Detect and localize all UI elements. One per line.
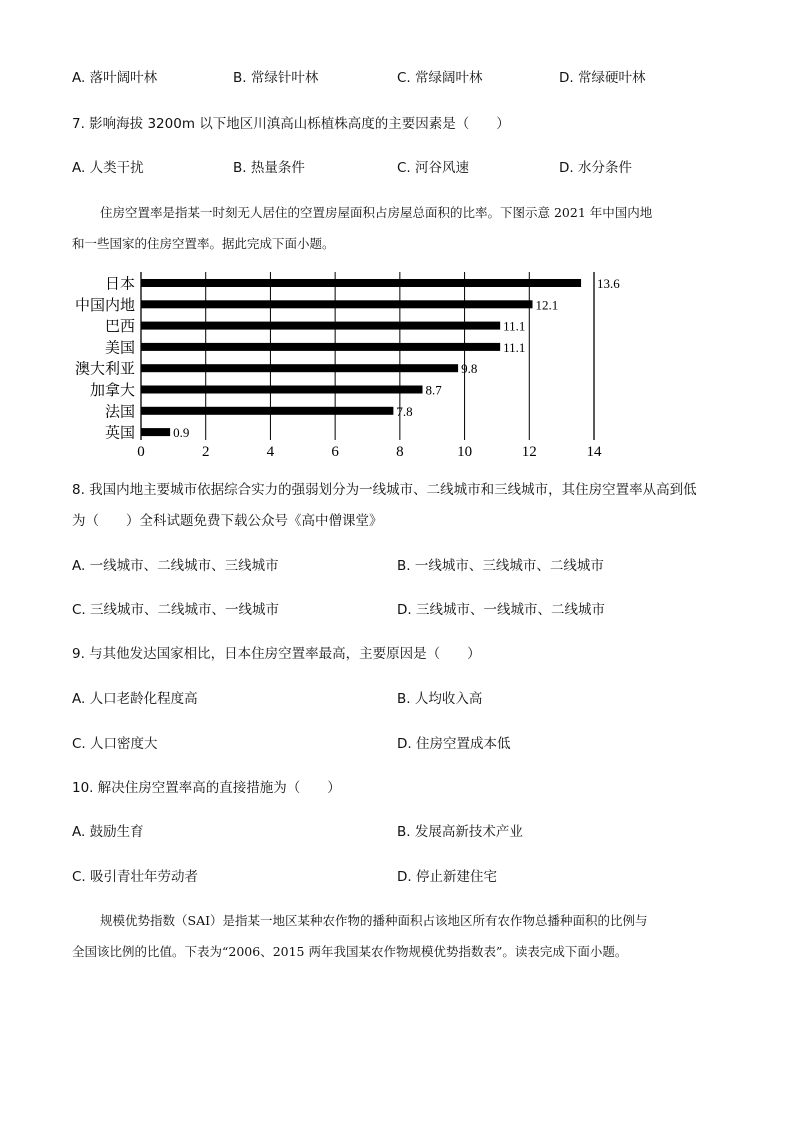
q7-option-a: A. 人类干扰 [72,160,144,176]
bar [141,428,170,436]
x-tick-label: 4 [266,444,275,460]
q8-stem-line-2: 为（ ）全科试题免费下载公众号《高中僧课堂》 [72,513,383,529]
data-label: 7.8 [396,403,413,419]
x-tick-label: 14 [586,444,602,460]
q8-option-d: D. 三线城市、一线城市、二线城市 [397,602,605,618]
q6-option-d: D. 常绿硬叶林 [559,70,646,86]
vacancy-rate-bar-chart [60,268,640,460]
data-label: 11.1 [503,339,526,355]
category-label: 加拿大 [89,383,135,399]
x-tick-label: 2 [201,444,210,460]
q10-option-b: B. 发展高新技术产业 [397,824,523,840]
category-label: 澳大利亚 [74,361,135,378]
q7-option-d: D. 水分条件 [559,160,632,176]
q6-option-a: A. 落叶阔叶林 [72,70,158,86]
q6-option-c: C. 常绿阔叶林 [397,70,483,86]
bar [141,364,458,372]
x-tick-label: 0 [137,444,145,460]
q9-stem: 9. 与其他发达国家相比，日本住房空置率最高，主要原因是（ ） [72,646,481,662]
q8-stem-line-1: 8. 我国内地主要城市依据综合实力的强弱划分为一线城市、二线城市和三线城市，其住房空置率从高到低 [72,482,697,498]
x-tick-label: 10 [457,444,473,460]
q10-option-c: C. 吸引青壮年劳动者 [72,869,199,885]
q8-option-a: A. 一线城市、二线城市、三线城市 [72,558,279,574]
bar [141,343,500,351]
category-label: 英国 [104,425,135,442]
q10-option-d: D. 停止新建住宅 [397,869,497,885]
data-label: 0.9 [173,425,190,441]
q9-option-d: D. 住房空置成本低 [397,736,511,752]
passage-1-line-2: 和一些国家的住房空置率。据此完成下面小题。 [72,236,335,251]
category-label: 日本 [104,276,135,293]
data-label: 9.8 [461,361,478,377]
data-label: 12.1 [535,297,559,313]
q8-option-b: B. 一线城市、三线城市、二线城市 [397,558,604,574]
passage-1-line-1: 住房空置率是指某一时刻无人居住的空置房屋面积占房屋总面积的比率。下图示意 2021 年中国内地 [100,205,653,220]
q7-option-c: C. 河谷风速 [397,160,470,176]
x-tick-label: 12 [521,444,537,460]
q7-option-b: B. 热量条件 [233,160,305,176]
q9-option-a: A. 人口老龄化程度高 [72,691,198,707]
q7-stem: 7. 影响海拔 3200m 以下地区川滇高山栎植株高度的主要因素是（ ） [72,116,510,132]
data-label: 13.6 [597,276,620,291]
q9-option-b: B. 人均收入高 [397,691,483,707]
data-label: 8.7 [425,382,442,398]
q10-stem: 10. 解决住房空置率高的直接措施为（ ） [72,780,341,796]
bar [141,407,393,415]
category-label: 巴西 [104,319,135,336]
bar [141,279,581,287]
q8-option-c: C. 三线城市、二线城市、一线城市 [72,602,280,618]
passage-2-line-2: 全国该比例的比值。下表为“2006、2015 两年我国某农作物规模优势指数表”。读表完成下面小题。 [72,944,628,959]
x-tick-label: 8 [396,444,404,460]
q9-option-c: C. 人口密度大 [72,736,158,752]
q10-option-a: A. 鼓励生育 [72,824,144,840]
q6-option-b: B. 常绿针叶林 [233,70,319,86]
bar [141,386,423,394]
data-label: 11.1 [503,318,526,334]
passage-2-line-1: 规模优势指数（SAI）是指某一地区某种农作物的播种面积占该地区所有农作物总播种面积的比例与 [100,913,648,928]
bar [141,300,533,308]
category-label: 法国 [104,404,135,421]
category-label: 中国内地 [74,297,135,314]
x-tick-label: 6 [331,444,339,460]
category-label: 美国 [104,340,135,357]
bar [141,322,500,330]
